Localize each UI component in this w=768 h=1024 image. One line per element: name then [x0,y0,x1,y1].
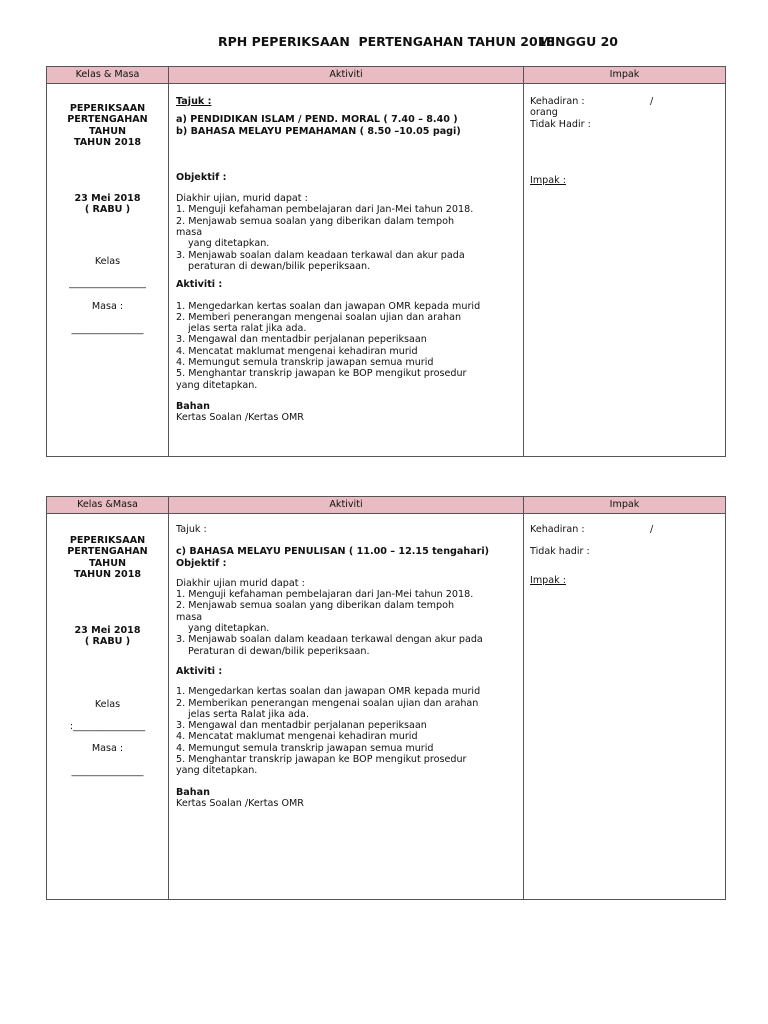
impak-label: Impak : [530,574,566,586]
aktiviti-item: 5. Menghantar transkrip jawapan ke BOP mengikut prosedur [176,754,467,766]
kelas-label: Kelas [94,698,121,710]
masa-label: Masa : [91,743,124,755]
tidak-hadir-label: Tidak Hadir : [530,118,591,130]
aktiviti-label: Aktiviti : [176,279,223,291]
objektif-label: Objektif : [176,171,227,183]
subject-a: a) PENDIDIKAN ISLAM / PEND. MORAL ( 7.40 – 8.40 ) [176,114,458,126]
tajuk-label: Tajuk : [176,96,212,107]
objektif-item: 2. Menjawab semua soalan yang diberikan dalam tempoh [176,600,455,612]
kehadiran-row [530,524,725,535]
objektif-item: 3. Menjawab soalan dalam keadaan terkawal dengan akur pada [176,634,483,646]
aktiviti-cell [169,514,524,900]
exam-line: TAHUN [88,557,127,569]
exam-line: PERTENGAHAN [67,114,148,126]
aktiviti-cell [169,84,524,457]
objektif-item: masa [176,611,203,623]
aktiviti-item: 1. Mengedarkan kertas soalan dan jawapan OMR kepada murid [176,300,481,312]
page-title [218,34,618,49]
exam-day: ( RABU ) [84,636,131,648]
exam-line: TAHUN [88,125,127,137]
kelas-blank: ________________ [69,278,146,290]
aktiviti-item: 2. Memberikan penerangan mengenai soalan ujian dan arahan [176,697,479,709]
exam-line: TAHUN 2018 [73,568,142,580]
objektif-label: Objektif : [176,557,227,569]
bahan-label: Bahan [176,786,210,798]
objektif-intro: Diakhir ujian, murid dapat : [176,193,308,205]
header-kelas-masa: Kelas & Masa [47,67,169,84]
aktiviti-item: 3. Mengawal dan mentadbir perjalanan peperiksaan [176,720,427,732]
aktiviti-item: 4. Mencatat maklumat mengenai kehadiran murid [176,731,418,743]
subject-b: b) BAHASA MELAYU PEMAHAMAN ( 8.50 –10.05 pagi) [176,125,461,137]
aktiviti-item: 2. Memberi penerangan mengenai soalan ujian dan arahan [176,311,462,323]
exam-line: PEPERIKSAAN [69,535,146,546]
impak-cell [524,84,726,457]
bahan-text: Kertas Soalan /Kertas OMR [176,797,304,809]
objektif-item: peraturan di dewan/bilik peperiksaan. [188,260,371,272]
aktiviti-item: 4. Mencatat maklumat mengenai kehadiran murid [176,345,418,357]
aktiviti-item: 5. Menghantar transkrip jawapan ke BOP mengikut prosedur [176,368,467,380]
exam-line: PEPERIKSAAN [69,103,146,114]
objektif-item: 2. Menjawab semua soalan yang diberikan dalam tempoh [176,215,455,227]
exam-line: PERTENGAHAN [67,546,148,558]
aktiviti-item: 4. Memungut semula transkrip jawapan semua murid [176,742,434,754]
title-text: RPH PEPERIKSAAN PERTENGAHAN TAHUN 2018 [218,34,556,49]
aktiviti-item: yang ditetapkan. [176,379,258,391]
aktiviti-item: yang ditetapkan. [176,765,258,777]
objektif-item: masa [176,227,203,239]
objektif-intro: Diakhir ujian murid dapat : [176,577,305,589]
kelas-masa-cell [47,84,169,457]
header-impak: Impak [524,497,726,514]
orang-label: orang [530,107,558,119]
table-header-row [47,67,726,84]
tidak-hadir-label: Tidak hadir : [530,546,590,558]
header-kelas-masa: Kelas &Masa [47,497,169,514]
exam-date: 23 Mei 2018 [74,625,141,637]
objektif-item: 3. Menjawab soalan dalam keadaan terkawal dan akur pada [176,249,465,261]
kehadiran-row [530,96,725,107]
lesson-plan-table-2 [46,496,726,900]
impak-cell [524,514,726,900]
exam-day: ( RABU ) [84,204,131,216]
objektif-item: yang ditetapkan. [188,623,270,635]
objektif-item: 1. Menguji kefahaman pembelajaran dari Jan-Mei tahun 2018. [176,204,474,216]
masa-blank: _______________ [71,323,144,335]
objektif-item: yang ditetapkan. [188,238,270,250]
kelas-masa-cell [47,514,169,900]
objektif-item: Peraturan di dewan/bilik peperiksaan. [188,645,370,657]
kehadiran-slash: / [650,96,654,107]
kehadiran-label: Kehadiran : [530,524,585,535]
aktiviti-item: jelas serta Ralat jika ada. [188,708,309,720]
table-header-row [47,497,726,514]
aktiviti-label: Aktiviti : [176,665,223,677]
table-row [47,84,726,457]
masa-label: Masa : [91,301,124,313]
bahan-label: Bahan [176,400,210,412]
header-aktiviti: Aktiviti [169,497,524,514]
kehadiran-label: Kehadiran : [530,96,585,107]
bahan-text: Kertas Soalan /Kertas OMR [176,412,304,424]
week-label: MINGGU 20 [538,34,618,49]
objektif-item: 1. Menguji kefahaman pembelajaran dari Jan-Mei tahun 2018. [176,589,474,601]
tajuk-label: Tajuk : [176,524,207,535]
exam-date: 23 Mei 2018 [74,193,141,205]
header-aktiviti: Aktiviti [169,67,524,84]
aktiviti-item: 4. Memungut semula transkrip jawapan semua murid [176,357,434,369]
aktiviti-item: 1. Mengedarkan kertas soalan dan jawapan OMR kepada murid [176,686,481,698]
subject-c: c) BAHASA MELAYU PENULISAN ( 11.00 – 12.15 tengahari) [176,546,490,558]
kelas-blank: :_______________ [69,721,146,733]
masa-blank: _______________ [71,765,144,777]
aktiviti-item: jelas serta ralat jika ada. [188,323,307,335]
impak-label: Impak : [530,174,566,186]
aktiviti-item: 3. Mengawal dan mentadbir perjalanan peperiksaan [176,334,427,346]
header-impak: Impak [524,67,726,84]
kelas-label: Kelas [94,255,121,267]
table-row [47,514,726,900]
lesson-plan-table-1 [46,66,726,457]
kehadiran-slash: / [650,524,654,535]
exam-line: TAHUN 2018 [73,136,142,148]
